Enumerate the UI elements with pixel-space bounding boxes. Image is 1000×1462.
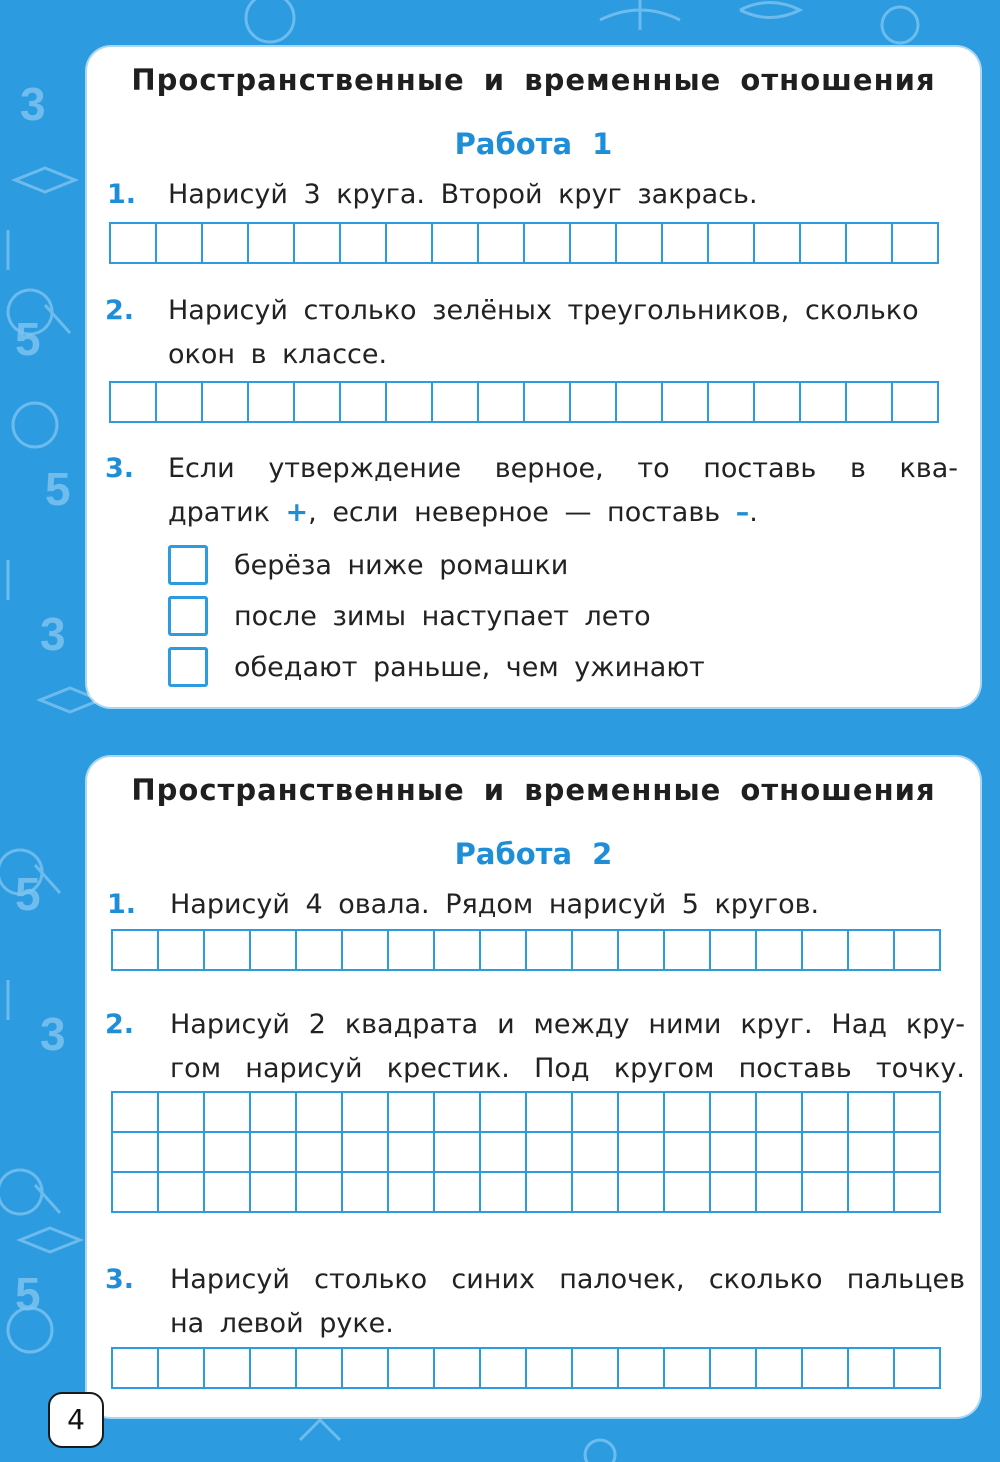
statement-1-label: берёза ниже ромашки [234, 550, 569, 581]
statement-1-checkbox[interactable] [168, 545, 208, 585]
task-3-line-2-pre: дратик [168, 497, 270, 528]
answer-grid-2[interactable] [111, 1091, 941, 1213]
svg-text:5: 5 [15, 868, 41, 920]
task-3-text [168, 447, 958, 535]
work-2-title: Пространственные и временные отношения [131, 773, 936, 807]
task-3-number: 3. [105, 1264, 135, 1295]
work-1-subtitle: Работа 1 [454, 127, 613, 161]
answer-grid-3[interactable] [111, 1347, 941, 1389]
answer-grid-2[interactable] [109, 381, 939, 423]
task-2-line-2: гом нарисуй крестик. Под кругом поставь точку. [170, 1053, 965, 1084]
task-1-text: Нарисуй 3 круга. Второй круг закрась. [168, 179, 758, 210]
work-2-subtitle: Работа 2 [454, 837, 613, 871]
work-1-title: Пространственные и временные отношения [131, 63, 936, 97]
task-3-line-2-end: . [749, 497, 758, 528]
task-1-number: 1. [107, 179, 137, 210]
task-3-number: 3. [105, 453, 135, 484]
task-3-line-2-mid: , если неверное — поставь [308, 497, 721, 528]
work-2-card [87, 757, 980, 1417]
svg-text:3: 3 [40, 1008, 66, 1060]
svg-text:3: 3 [40, 608, 66, 660]
task-2-text [170, 1003, 965, 1091]
answer-grid-1[interactable] [109, 222, 939, 264]
task-2-number: 2. [105, 1009, 135, 1040]
page-number: 4 [48, 1392, 104, 1448]
task-1-number: 1. [107, 889, 137, 920]
statement-3-label: обедают раньше, чем ужинают [234, 652, 705, 683]
task-3-line-1: Если утверждение верное, то поставь в ква- [168, 453, 958, 484]
task-2-line-1: Нарисуй столько зелёных треугольников, сколько [168, 295, 919, 326]
answer-grid-1[interactable] [111, 929, 941, 971]
task-2-number: 2. [105, 295, 135, 326]
statement-2-label: после зимы наступает лето [234, 601, 651, 632]
task-2-line-2: окон в классе. [168, 339, 388, 370]
svg-text:5: 5 [15, 313, 41, 365]
statement-2-checkbox[interactable] [168, 596, 208, 636]
statement-3-checkbox[interactable] [168, 647, 208, 687]
work-1-card [87, 47, 980, 707]
task-3-text [170, 1258, 965, 1346]
task-3-line-1: Нарисуй столько синих палочек, сколько пальцев [170, 1264, 965, 1295]
task-2-line-1: Нарисуй 2 квадрата и между ними круг. Над кру- [170, 1009, 965, 1040]
task-2-text [168, 289, 919, 377]
plus-sign: + [285, 497, 309, 528]
task-1-text: Нарисуй 4 овала. Рядом нарисуй 5 кругов. [170, 889, 820, 920]
svg-text:5: 5 [15, 1268, 41, 1320]
task-3-line-2: на левой руке. [170, 1308, 394, 1339]
minus-sign: – [735, 497, 750, 528]
svg-text:5: 5 [45, 463, 71, 515]
svg-text:3: 3 [20, 78, 46, 130]
